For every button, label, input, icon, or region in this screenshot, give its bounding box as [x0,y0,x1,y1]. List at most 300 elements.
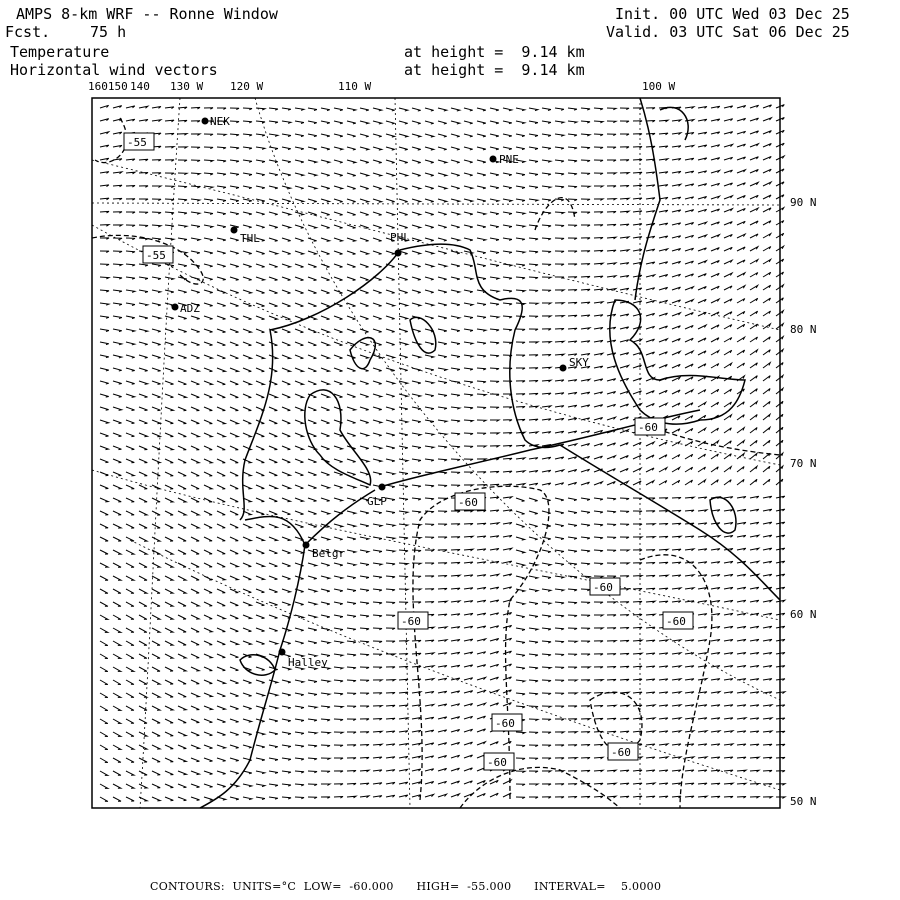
wind-vector [321,433,330,437]
wind-vector [360,199,369,202]
wind-vector [178,186,187,188]
wind-vector [646,796,655,798]
wind-vector [347,433,356,436]
wind-vector [425,355,434,358]
wind-vector [607,602,616,604]
wind-vector [321,186,330,189]
wind-vector [373,368,382,371]
wind-vector [529,576,538,579]
wind-vector [308,420,316,424]
wind-vector [451,537,460,539]
wind-vector [737,679,746,681]
wind-vector [685,510,694,512]
wind-vector [100,145,109,147]
wind-vector [113,745,121,749]
wind-vector [594,173,603,175]
contour-label: -60 [638,421,658,434]
wind-vector [750,234,758,238]
wind-vector [542,457,551,459]
wind-vector [698,132,707,134]
wind-vector [750,496,759,498]
wind-vector [763,118,771,121]
wind-vector [412,640,421,642]
wind-vector [672,210,681,212]
wind-vector [620,498,629,500]
wind-vector [399,679,408,681]
wind-vector [711,601,720,603]
wind-vector [152,120,161,122]
wind-vector [711,402,719,407]
wind-vector [269,394,277,398]
wind-vector [646,313,655,316]
wind-vector [646,640,655,642]
wind-vector [698,158,707,160]
wind-vector [243,628,251,632]
wind-vector [178,667,186,671]
wind-vector [607,770,616,772]
wind-vector [750,522,759,524]
wind-vector [529,432,538,434]
wind-vector [698,248,706,251]
wind-vector [594,302,603,304]
wind-vector [698,627,707,629]
wind-vector [386,381,395,384]
wind-vector [763,770,772,772]
wind-vector [256,537,264,541]
wind-vector [373,641,382,643]
wind-vector [165,563,173,567]
wind-vector [724,467,731,472]
wind-vector [360,173,369,176]
wind-vector [685,416,693,421]
wind-vector [126,381,135,384]
wind-vector [113,641,121,645]
wind-vector [178,212,187,214]
wind-vector [581,524,590,526]
wind-vector [386,589,395,591]
wind-vector [503,458,512,460]
wind-vector [399,277,408,280]
temperature-contours [92,118,780,808]
wind-vector [113,329,122,332]
wind-vector [542,367,551,369]
station-marker [395,250,402,257]
wind-vector [490,587,499,589]
wind-vector [139,459,147,463]
wind-vector [568,667,577,669]
wind-vector [360,732,369,734]
wind-vector [451,407,460,409]
wind-vector [360,472,369,475]
wind-vector [633,563,642,565]
wind-vector [100,238,109,239]
wind-vector [594,482,602,485]
wind-vector [282,550,291,554]
wind-vector [360,446,369,449]
wind-vector [607,212,616,214]
wind-vector [282,602,291,605]
wind-vector [529,771,538,773]
wind-vector [321,589,330,592]
wind-vector [724,587,733,589]
wind-vector [321,264,330,267]
wind-vector [438,303,447,306]
wind-vector [191,264,200,267]
station-label: GLP [367,495,387,508]
wind-vector [347,368,356,371]
wind-vector [282,472,290,476]
wind-vector [347,745,356,747]
wind-vector [295,108,304,110]
wind-vector [204,329,213,332]
wind-vector [516,251,525,253]
wind-vector [217,147,226,149]
wind-vector [581,641,590,643]
wind-vector [243,173,252,176]
wind-vector [204,173,213,175]
wind-vector [399,264,408,267]
wind-vector [633,172,642,174]
wind-vector [269,420,277,424]
wind-vector [321,108,330,111]
wind-vector [204,147,213,149]
wind-vector [529,471,538,473]
wind-vector [750,705,759,707]
wind-vector [529,483,538,485]
wind-vector [750,600,759,602]
wind-vector [230,173,239,175]
wind-vector [243,368,251,372]
wind-vector [516,407,525,409]
wind-vector [178,120,187,122]
station-layer [172,115,590,669]
wind-vector [295,238,304,241]
wind-vector [308,381,316,385]
wind-vector [152,524,160,528]
wind-vector [646,442,654,446]
wind-vector [620,327,629,329]
wind-vector [412,795,421,797]
wind-vector [360,342,369,345]
wind-vector [178,238,187,240]
wind-vector [607,160,616,161]
wind-vector [412,550,421,552]
wind-vector [490,510,499,512]
wind-vector [438,199,447,202]
wind-vector [217,706,225,710]
wind-vector [217,784,226,787]
wind-vector [594,563,603,565]
wind-vector [399,589,408,591]
wind-vector [490,238,499,241]
wind-vector [763,797,772,799]
wind-vector [282,147,291,150]
wind-vector [763,600,772,602]
wind-vector [256,290,265,293]
wind-vector [555,225,564,227]
latitude-label: 80 N [790,323,817,336]
wind-vector [763,234,771,238]
wind-vector [529,628,538,630]
wind-vector [607,173,616,175]
wind-vector [724,196,732,199]
wind-vector [165,160,174,162]
wind-vector [139,120,148,122]
wind-vector [425,160,434,163]
wind-vector [633,627,642,629]
wind-vector [646,121,655,123]
wind-vector [321,537,330,540]
wind-vector [685,235,694,238]
wind-vector [373,108,382,111]
wind-vector [373,355,382,358]
wind-vector [113,316,122,319]
wind-vector [568,524,577,526]
wind-vector [750,679,759,681]
wind-vector [334,316,343,320]
wind-vector [646,481,654,485]
wind-vector [100,459,108,463]
wind-vector [256,394,264,398]
wind-vector [581,212,590,214]
wind-vector [750,428,757,434]
wind-vector [191,381,199,385]
wind-vector [282,329,290,333]
wind-vector [568,758,577,760]
wind-vector [451,550,460,552]
wind-vector [412,121,421,124]
wind-vector [191,459,199,463]
wind-vector [698,222,707,225]
wind-vector [516,173,525,176]
wind-vector [607,366,616,368]
wind-vector [178,797,186,801]
wind-vector [386,134,395,137]
wind-vector [724,260,732,264]
wind-vector [152,615,160,619]
wind-vector [568,392,577,394]
wind-vector [204,485,212,489]
wind-vector [100,225,109,227]
wind-vector [672,480,680,485]
wind-vector [451,562,460,564]
wind-vector [191,134,200,136]
wind-vector [399,199,408,202]
wind-vector [464,121,473,124]
wind-vector [646,744,655,746]
wind-vector [243,680,252,683]
wind-vector [347,667,356,669]
wind-vector [178,706,186,710]
wind-vector [633,731,642,733]
wind-vector [646,211,655,213]
wind-vector [399,290,408,293]
wind-vector [685,666,694,668]
wind-vector [334,134,343,137]
wind-vector [113,654,121,658]
wind-vector [542,470,551,472]
wind-vector [594,456,603,459]
wind-vector [529,615,538,617]
wind-vector [139,693,147,697]
wind-vector [178,498,186,502]
wind-vector [178,693,186,697]
wind-vector [763,350,770,355]
wind-vector [607,379,616,381]
wind-vector [711,653,720,655]
valid-time: Valid. 03 UTC Sat 06 Dec 25 [606,23,850,41]
wind-vector [490,264,499,266]
wind-vector [438,134,447,137]
wind-vector [321,732,330,734]
wind-vector [113,693,121,697]
station-label: Belgr [312,547,346,560]
wind-vector [334,615,343,618]
wind-vector [516,381,525,383]
wind-vector [256,121,265,123]
wind-vector [581,628,590,630]
wind-vector [659,770,668,772]
wind-vector [165,394,173,398]
wind-vector [321,420,330,424]
wind-vector [295,251,304,254]
wind-vector [256,693,265,696]
wind-vector [633,537,642,539]
wind-vector [555,380,564,382]
wind-vector [490,677,499,680]
wind-vector [282,706,291,709]
wind-vector [685,428,693,433]
map-title: AMPS 8-km WRF -- Ronne Window [16,5,278,23]
wind-vector [360,615,369,617]
wind-vector [295,381,303,385]
wind-vector [178,641,186,645]
wind-vector [477,160,486,163]
wind-vector [165,589,173,593]
wind-vector [438,717,447,719]
wind-vector [737,653,746,655]
wind-vector [295,290,304,294]
wind-vector [555,186,564,188]
wind-vector [165,277,174,280]
wind-vector [373,589,382,591]
wind-vector [594,524,603,526]
wind-vector [607,186,616,188]
wind-vector [568,732,577,734]
wind-vector [763,718,772,720]
wind-vector [321,381,329,385]
wind-vector [113,472,121,476]
wind-vector [698,325,706,329]
contour-label-layer [124,133,693,770]
wind-vector [672,653,681,655]
wind-vector [451,742,460,745]
wind-vector [217,342,225,346]
wind-vector [412,290,421,293]
wind-vector [750,757,759,759]
wind-vector [698,614,707,616]
wind-vector [724,273,732,277]
wind-vector [763,692,772,694]
wind-vector [737,705,746,707]
wind-vector [737,144,746,147]
wind-vector [724,299,732,303]
wind-vector [100,615,108,619]
wind-vector [425,303,434,306]
wind-vector [542,342,551,344]
wind-vector [165,615,173,619]
wind-vector [620,353,629,355]
wind-vector [451,199,460,202]
longitude-label: 140 [130,80,150,93]
wind-vector [126,797,134,801]
wind-vector [594,340,603,342]
wind-vector [464,665,473,667]
wind-vector [113,251,122,253]
wind-vector [425,108,434,111]
contour-label: -60 [666,615,686,628]
station-marker [172,304,179,311]
wind-vector [360,212,369,215]
wind-vector [386,602,395,604]
wind-vector [126,485,134,489]
station-marker [279,649,286,656]
wind-vector [399,576,408,578]
wind-vector [763,653,772,655]
wind-vector [438,524,447,526]
wind-vector [542,680,551,682]
wind-vector [217,394,225,398]
wind-vector [152,316,161,319]
wind-vector [464,355,473,357]
wind-vector [295,446,303,450]
wind-vector [750,170,758,174]
wind-vector [139,290,148,293]
wind-vector [607,783,616,785]
wind-vector [295,498,303,502]
wind-vector [425,342,434,345]
wind-vector [178,134,187,136]
wind-vector [503,277,512,279]
wind-vector [581,186,590,188]
wind-vector [269,797,278,799]
wind-vector [425,550,434,552]
wind-vector [425,782,434,785]
wind-vector [763,613,772,615]
wind-vector [191,212,200,214]
wind-vector [659,679,668,681]
wind-vector [763,466,770,472]
wind-vector [451,717,460,719]
wind-vector [724,536,733,538]
wind-vector [178,589,186,593]
wind-vector [295,329,303,333]
wind-vector [685,325,693,329]
wind-vector [334,797,343,799]
wind-vector [217,719,226,723]
wind-vector [347,628,356,630]
contour-label: -60 [495,717,515,730]
wind-vector [126,524,134,528]
wind-vector [620,783,629,785]
wind-vector [191,485,199,489]
wind-vector [100,797,108,801]
wind-vector [243,147,252,149]
wind-vector [204,745,213,749]
wind-vector [646,757,655,759]
wind-vector [698,107,707,109]
wind-vector [607,199,616,201]
